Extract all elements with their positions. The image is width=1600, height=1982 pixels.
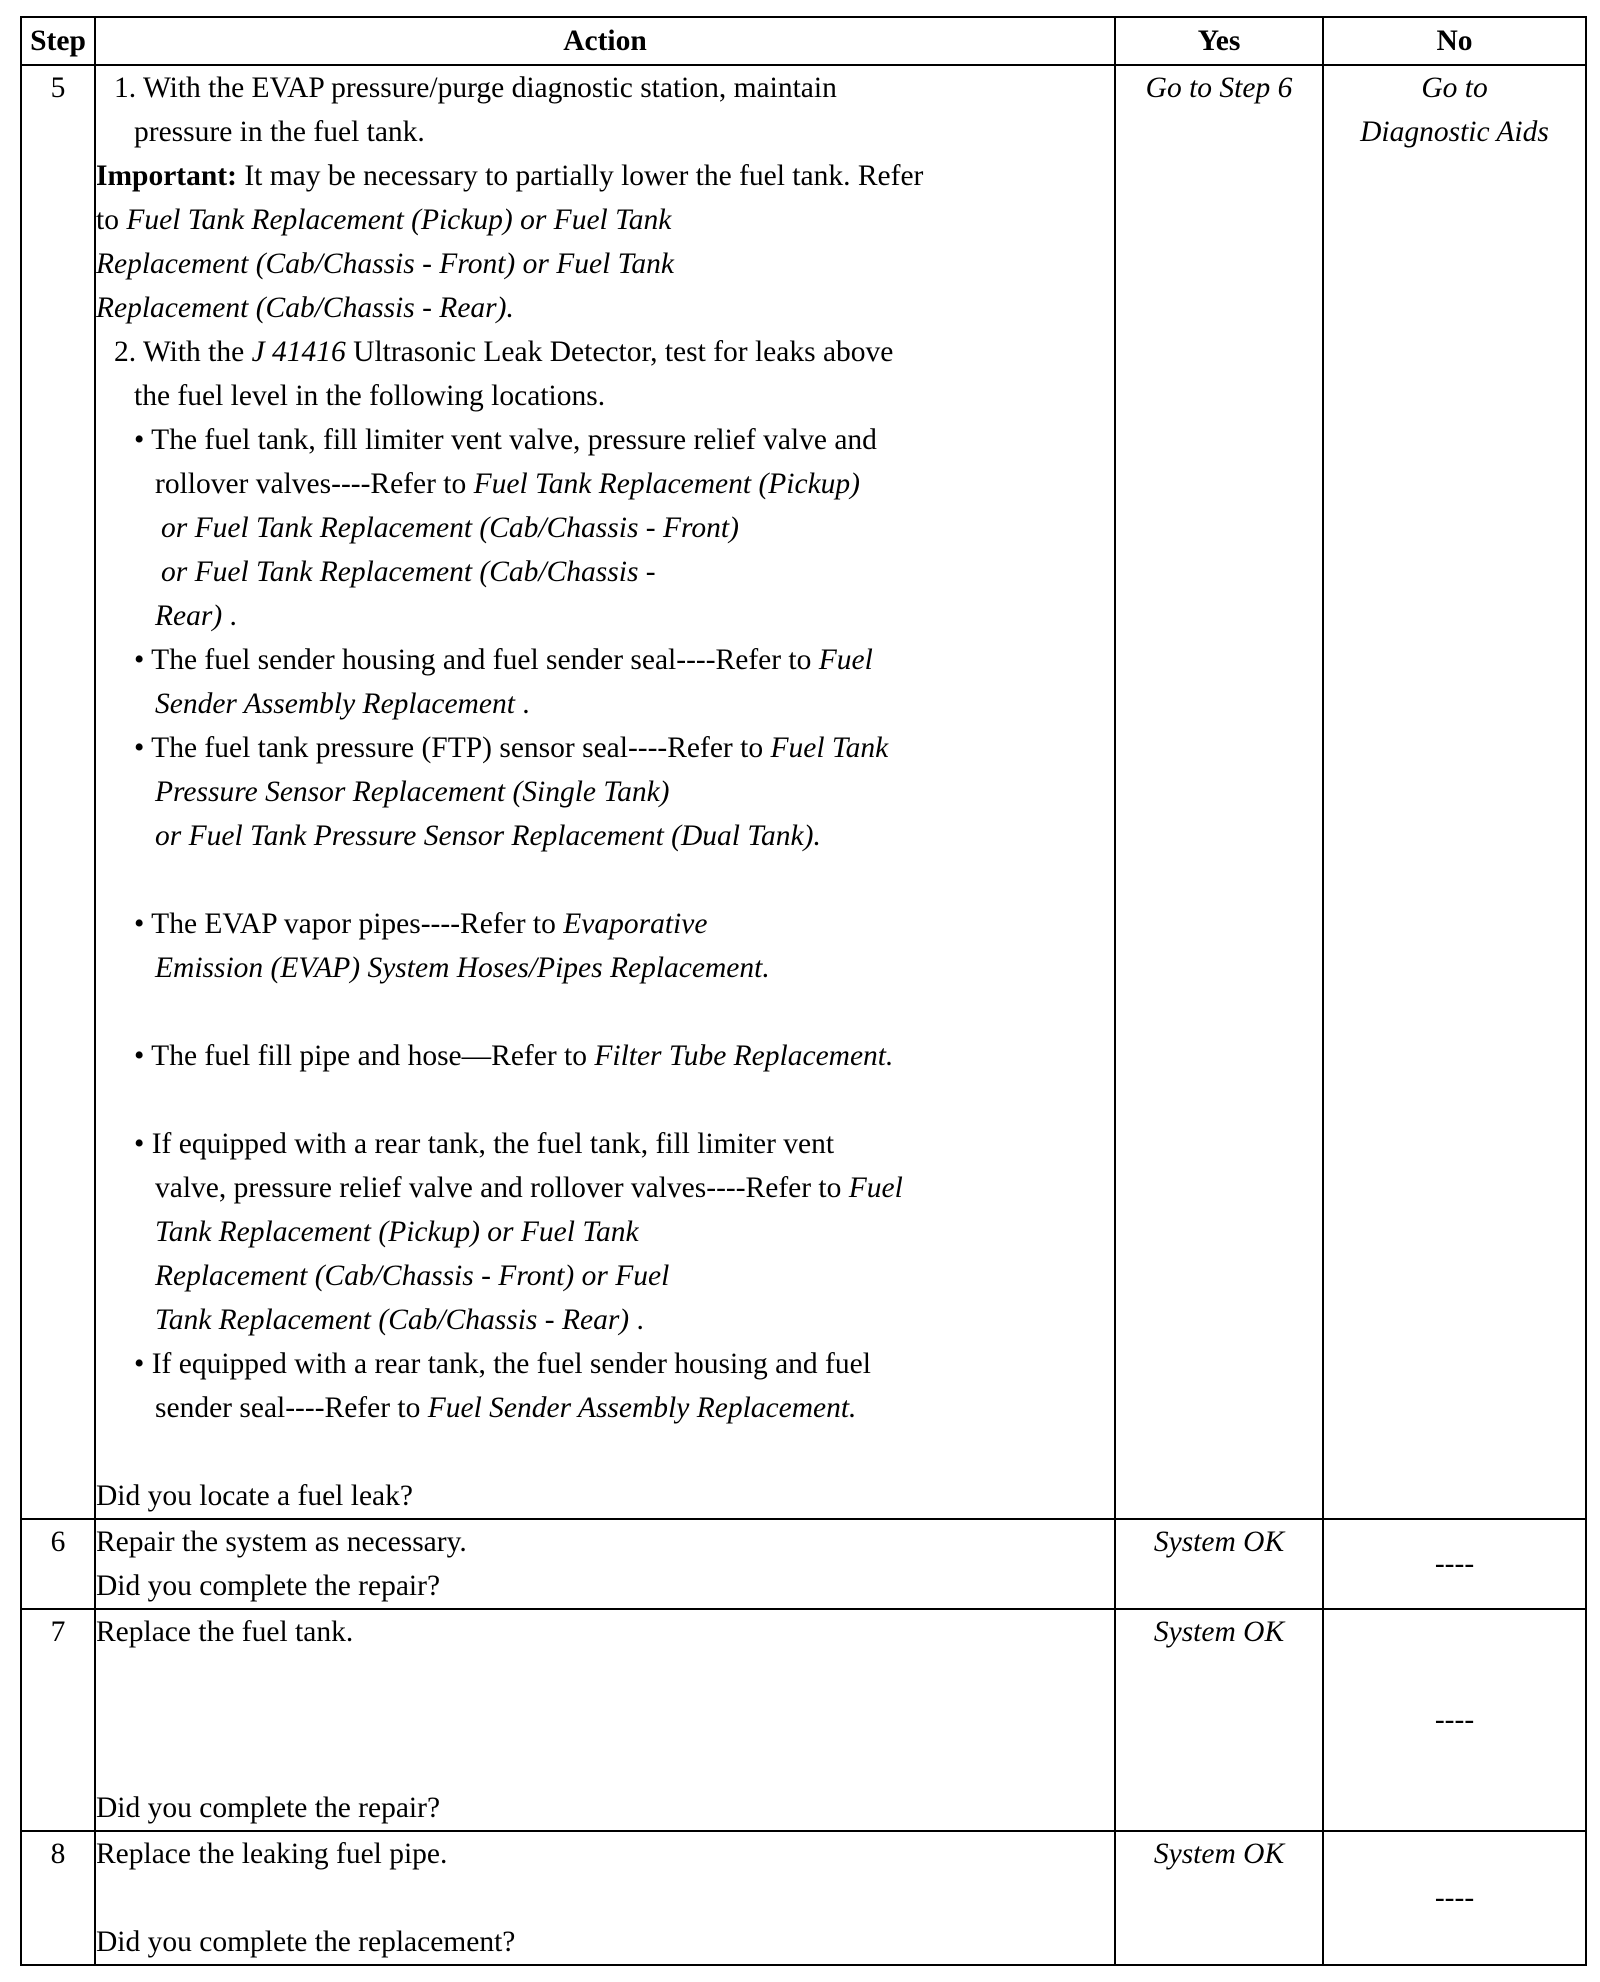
yes-action[interactable]: System OK [1153,1616,1285,1648]
step-number: 7 [21,1609,95,1831]
ref-link[interactable]: or Fuel Tank Replacement (Cab/Chassis - [161,556,656,588]
ref-link[interactable]: Replacement (Cab/Chassis - Rear). [96,292,514,324]
important-note-cont: to Fuel Tank Replacement (Pickup) or Fuel Tank [96,204,672,236]
instruction-1-cont: pressure in the fuel tank. [134,116,425,148]
instruction-2: 2. With the J 41416 Ultrasonic Leak Detector, test for leaks above [114,336,894,368]
action-text: Replace the leaking fuel pipe. [96,1838,448,1870]
action-text: Repair the system as necessary. [96,1526,467,1558]
yes-action[interactable]: System OK [1153,1526,1285,1558]
ref-link[interactable]: Sender Assembly Replacement [155,688,515,720]
yes-cell [1115,1609,1323,1831]
bullet-item: • The EVAP vapor pipes----Refer to Evaporative [134,908,708,940]
no-action-cont[interactable]: Diagnostic Aids [1360,116,1549,148]
yes-cell [1115,65,1323,1519]
header-action: Action [95,17,1115,65]
ref-link[interactable]: Replacement (Cab/Chassis - Front) or Fuel [155,1260,670,1292]
ref-link[interactable]: Fuel [848,1172,903,1204]
action-text: Replace the fuel tank. [96,1616,354,1648]
ref-link[interactable]: Tank Replacement (Pickup) or Fuel Tank [155,1216,639,1248]
question-text: Did you locate a fuel leak? [96,1480,413,1512]
table-row-step-5 [21,65,1586,1519]
ref-link[interactable]: or Fuel Tank Replacement (Cab/Chassis - Front) [161,512,739,544]
no-action[interactable]: Go to [1421,72,1488,104]
ref-link[interactable]: Rear) [155,600,223,632]
bullet-item: • The fuel tank, fill limiter vent valve, pressure relief valve and [134,424,877,456]
bullet-item: • If equipped with a rear tank, the fuel tank, fill limiter vent [134,1128,835,1160]
instruction-2-cont: the fuel level in the following locations. [134,380,606,412]
ref-link[interactable]: Tank Replacement (Cab/Chassis - Rear) [155,1304,630,1336]
yes-cell [1115,1831,1323,1965]
question-text: Did you complete the repair? [96,1570,441,1602]
ref-link[interactable]: Emission (EVAP) System Hoses/Pipes Replacement. [155,952,770,984]
important-note: Important: It may be necessary to partially lower the fuel tank. Refer [96,160,924,192]
ref-link[interactable]: Fuel Sender Assembly Replacement. [427,1392,857,1424]
table-header-row [21,17,1586,65]
action-cell [95,1519,1115,1609]
yes-action[interactable]: Go to Step 6 [1145,72,1293,104]
ref-link[interactable]: Fuel Tank [770,732,889,764]
step-number: 5 [21,65,95,1519]
ref-link[interactable]: Fuel [818,644,873,676]
ref-link[interactable]: Replacement (Cab/Chassis - Front) or Fuel Tank [96,248,674,280]
action-cell [95,1831,1115,1965]
instruction-1: 1. With the EVAP pressure/purge diagnostic station, maintain [114,72,837,104]
yes-cell [1115,1519,1323,1609]
action-cell [95,1609,1115,1831]
diagnostic-table [20,16,1587,1966]
tool-reference: J 41416 [251,336,346,368]
ref-link[interactable]: or Fuel Tank Pressure Sensor Replacement (Dual Tank). [155,820,821,852]
header-step: Step [21,17,95,65]
ref-link[interactable]: Fuel Tank Replacement (Pickup) [473,468,860,500]
header-no: No [1323,17,1586,65]
no-cell [1323,65,1586,1519]
no-cell: ---- [1323,1609,1586,1831]
ref-link[interactable]: Filter Tube Replacement. [594,1040,894,1072]
question-text: Did you complete the replacement? [96,1926,516,1958]
bullet-item: • The fuel tank pressure (FTP) sensor seal----Refer to Fuel Tank [134,732,889,764]
ref-link[interactable]: Pressure Sensor Replacement (Single Tank) [155,776,670,808]
no-cell: ---- [1323,1519,1586,1609]
ref-link[interactable]: Evaporative [563,908,708,940]
question-text: Did you complete the repair? [96,1792,441,1824]
step-number: 6 [21,1519,95,1609]
ref-link[interactable]: Fuel Tank Replacement (Pickup) or Fuel Tank [126,204,672,236]
action-cell: 1. With the EVAP pressure/purge diagnostic station, maintain pressure in the fuel tank. Important: It may be necessary to partially lower the fuel tank. Refer to Fuel Tank Replacement (Pickup) or Fuel Tank Replacement (Cab/Chassis - Front) or Fuel Tank Replacement (Cab/Chassis - Rear). 2. With the J 41416 Ultrasonic Leak Detector, test for leaks above the fuel level in the following locations. • The fuel tank, fill limiter vent valve, pressure relief valve and rollover valves----Refer to Fuel Tank Replacement (Pickup) or Fuel Tank Replacement (Cab/Chassis - Front) or Fuel Tank Replacement (Cab/Chassis - Rear) . • The fuel sender housing and fuel sender seal----Refer to Fuel Sender Assembly Replacement . • The fuel tank pressure (FTP) sensor seal----Refer to Fuel Tank Pressure Sensor Replacement (Single Tank) or Fuel Tank Pressure Sensor Replacement (Dual Tank). • The EVAP vapor pipes----Refer to Evaporative Emission (EVAP) System Hoses/Pipes Replacement. • The fuel fill pipe and hose—Refer to Filter Tube Replacement. • If equipped with a rear tank, the fuel tank, fill limiter vent valve, pressure relief valve and rollover valves----Refer to Fuel Tank Replacement (Pickup) or Fuel Tank Replacement (Cab/Chassis - Front) or Fuel Tank Replacement (Cab/Chassis - Rear) . • If equipped with a rear tank, the fuel sender housing and fuel sender seal----Refer to Fuel Sender Assembly Replacement. Did you locate a fuel leak? [95,65,1115,1519]
bullet-item: • The fuel sender housing and fuel sender seal----Refer to Fuel [134,644,873,676]
table-row-step-8 [21,1831,1586,1965]
table-row-step-7 [21,1609,1586,1831]
step-number: 8 [21,1831,95,1965]
bullet-item: • If equipped with a rear tank, the fuel sender housing and fuel [134,1348,871,1380]
important-label: Important: [96,160,237,192]
header-yes: Yes [1115,17,1323,65]
yes-action[interactable]: System OK [1153,1838,1285,1870]
bullet-item: • The fuel fill pipe and hose—Refer to Filter Tube Replacement. [134,1040,894,1072]
table-row-step-6 [21,1519,1586,1609]
no-cell: ---- [1323,1831,1586,1965]
